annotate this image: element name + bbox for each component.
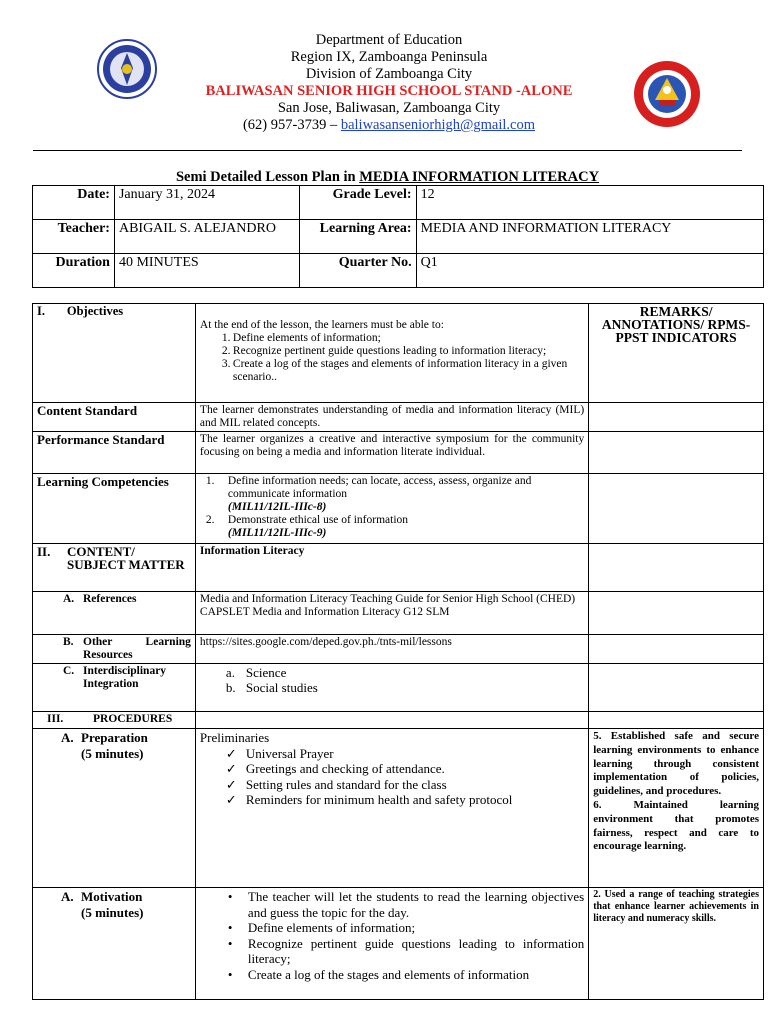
item-number: 1. (221, 332, 231, 344)
competencies-label: Learning Competencies (33, 474, 196, 544)
motivation-label-line (37, 889, 191, 905)
phone-number: (62) 957-3739 – (242, 117, 338, 133)
check-icon: ✓ (225, 776, 237, 792)
remarks-cell (589, 403, 764, 432)
remarks-cell (589, 712, 764, 729)
interdisciplinary-cell (195, 664, 588, 712)
references-cell (195, 592, 588, 635)
item-text: Science (245, 665, 287, 680)
references-num: A. (63, 593, 75, 605)
motivation-remarks (589, 888, 764, 1000)
objectives-row (33, 304, 764, 403)
grade-level-label: Grade Level: (299, 186, 416, 220)
header-divider (33, 150, 742, 151)
lesson-info-table (32, 185, 764, 288)
list-item (200, 920, 584, 936)
preparation-remarks (589, 729, 764, 888)
division-name: Division of Zamboanga City (305, 66, 473, 82)
item-text: Social studies (245, 680, 318, 695)
reference-item: Media and Information Literacy Teaching Guide for Senior High School (CHED) (199, 593, 576, 605)
interdisciplinary-row (33, 664, 764, 712)
date-value: January 31, 2024 (114, 186, 299, 220)
other-resources-heading (33, 635, 196, 664)
preparation-label-line (37, 730, 191, 746)
bullet-icon: • (227, 935, 233, 951)
objectives-intro: At the end of the lesson, the learners must be able to: (199, 319, 444, 331)
item-text: Demonstrate ethical use of information (227, 514, 409, 526)
learning-area-value: MEDIA AND INFORMATION LITERACY (416, 220, 763, 254)
content-standard-label: Content Standard (33, 403, 196, 432)
other-resources-row (33, 635, 764, 664)
list-item (200, 358, 584, 384)
item-text: Define elements of information; (232, 332, 381, 344)
department-name: Department of Education (315, 32, 463, 48)
item-text: The teacher will let the students to read the learning objectives and guess the topic for the day. (247, 889, 585, 920)
item-letter: b. (225, 680, 236, 695)
bullet-icon: • (227, 966, 233, 982)
remarks-cell (589, 474, 764, 544)
other-resources-num: B. (63, 636, 74, 648)
motivation-label: Motivation (81, 889, 143, 904)
motivation-cell (195, 888, 588, 1000)
item-text: Reminders for minimum health and safety protocol (245, 792, 513, 807)
check-icon: ✓ (225, 792, 237, 807)
quarter-label: Quarter No. (299, 254, 416, 288)
competencies-cell (195, 474, 588, 544)
item-number: 3. (221, 358, 231, 370)
preparation-num: A. (61, 730, 74, 745)
interdisciplinary-heading (33, 664, 196, 712)
list-item (200, 967, 584, 983)
preparation-row (33, 729, 764, 888)
list-item (200, 761, 584, 777)
preparation-time: (5 minutes) (81, 745, 144, 761)
list-item (200, 936, 584, 967)
remarks-cell (589, 432, 764, 474)
interdisciplinary-num: C. (63, 665, 75, 677)
content-row (33, 544, 764, 592)
content-label: CONTENT/ SUBJECT MATTER (67, 544, 185, 572)
other-resources-label: Other Learning Resources (83, 636, 191, 661)
email-link[interactable]: baliwasanseniorhigh@gmail.com (340, 117, 536, 133)
item-letter: a. (225, 665, 235, 680)
duration-label: Duration (33, 254, 115, 288)
content-value: Information Literacy (195, 544, 588, 592)
motivation-num: A. (61, 889, 74, 904)
list-item (200, 777, 584, 793)
motivation-heading (33, 888, 196, 1000)
references-row (33, 592, 764, 635)
indicator-text: 2. Used a range of teaching strategies that enhance learner achievements in literacy and numeracy skills. (593, 889, 759, 924)
item-text: Create a log of the stages and elements of information (247, 966, 530, 982)
procedures-num: III. (47, 713, 64, 725)
content-heading (33, 544, 196, 592)
references-label: References (83, 593, 137, 605)
preparation-heading (33, 729, 196, 888)
content-standard-row (33, 403, 764, 432)
remarks-cell (589, 544, 764, 592)
competency-code: (MIL11/12IL-IIIc-9) (227, 527, 327, 539)
objectives-list (200, 332, 584, 384)
preparation-intro: Preliminaries (199, 730, 270, 745)
bullet-icon: • (227, 920, 233, 935)
remarks-cell (589, 664, 764, 712)
procedures-label: PROCEDURES (93, 713, 173, 725)
list-item (200, 514, 584, 540)
contact-line (150, 117, 628, 134)
duration-value: 40 MINUTES (114, 254, 299, 288)
content-standard-text: The learner demonstrates understanding of media and information literacy (MIL) and MIL related concepts. (195, 403, 588, 432)
lesson-plan-title (0, 169, 768, 186)
check-icon: ✓ (225, 745, 237, 761)
title-subject: MEDIA INFORMATION LITERACY (359, 169, 600, 185)
remarks-header: REMARKS/ ANNOTATIONS/ RPMS-PPST INDICATORS (589, 304, 764, 403)
performance-standard-label: Performance Standard (33, 432, 196, 474)
list-item (200, 680, 584, 695)
competencies-row (33, 474, 764, 544)
item-text: Create a log of the stages and elements of information literacy in a given scenario.. (232, 358, 568, 383)
teacher-value: ABIGAIL S. ALEJANDRO (114, 220, 299, 254)
performance-standard-text: The learner organizes a creative and interactive symposium for the community focusing on being a media and information literate individual. (195, 432, 588, 474)
procedures-empty (195, 712, 588, 729)
grade-level-value: 12 (416, 186, 763, 220)
item-number: 2. (205, 514, 215, 526)
list-item (200, 475, 584, 514)
school-seal-logo (632, 60, 702, 128)
list-item (200, 665, 584, 680)
school-address: San Jose, Baliwasan, Zamboanga City (277, 100, 501, 116)
letterhead (0, 30, 768, 140)
preparation-cell (195, 729, 588, 888)
quarter-value: Q1 (416, 254, 763, 288)
item-text: Recognize pertinent guide questions leading to information literacy; (247, 935, 585, 966)
preparation-label: Preparation (81, 730, 148, 745)
item-number: 1. (205, 475, 215, 487)
objectives-heading (33, 304, 196, 403)
motivation-time: (5 minutes) (81, 904, 144, 920)
bullet-icon: • (227, 889, 233, 904)
content-num: II. (37, 544, 51, 559)
references-heading (33, 592, 196, 635)
item-text: Recognize pertinent guide questions leading to information literacy; (232, 345, 547, 357)
title-prefix: Semi Detailed Lesson Plan in (175, 169, 356, 185)
objectives-label: Objectives (66, 304, 124, 318)
interdisciplinary-label: Interdisciplinary Integration (83, 665, 167, 690)
item-text: Universal Prayer (245, 745, 334, 761)
teacher-label: Teacher: (33, 220, 115, 254)
item-number: 2. (221, 345, 231, 357)
list-item (200, 746, 584, 762)
item-text: Greetings and checking of attendance. (245, 761, 445, 776)
motivation-row (33, 888, 764, 1000)
list-item (200, 345, 584, 358)
remarks-cell (589, 635, 764, 664)
remarks-cell (589, 592, 764, 635)
indicator-text: 6. Maintained learning environment that promotes fairness, respect and care to encourage learning. (593, 798, 759, 853)
lesson-plan-table (32, 303, 764, 1000)
school-name: BALIWASAN SENIOR HIGH SCHOOL STAND -ALONE (205, 83, 573, 99)
objectives-num: I. (37, 304, 45, 318)
list-item (200, 332, 584, 345)
item-text: Setting rules and standard for the class (245, 776, 447, 792)
learning-area-label: Learning Area: (299, 220, 416, 254)
list-item (200, 889, 584, 920)
region-name: Region IX, Zamboanga Peninsula (290, 49, 488, 65)
check-icon: ✓ (225, 761, 237, 776)
reference-item: CAPSLET Media and Information Literacy G12 SLM (199, 606, 450, 618)
list-item (200, 792, 584, 808)
procedures-heading (33, 712, 196, 729)
item-text: Define information needs; can locate, access, assess, organize and communicate information (227, 475, 532, 500)
indicator-text: 5. Established safe and secure learning environments to enhance learning through consistent implementation of policies, guidelines, and procedures. (593, 730, 759, 798)
item-text: Define elements of information; (247, 920, 416, 935)
other-resources-link[interactable]: https://sites.google.com/deped.gov.ph./tnts-mil/lessons (195, 635, 588, 664)
procedures-row (33, 712, 764, 729)
performance-standard-row (33, 432, 764, 474)
date-label: Date: (33, 186, 115, 220)
competency-code: (MIL11/12IL-IIIc-8) (227, 501, 327, 513)
letterhead-text (150, 32, 628, 134)
objectives-cell (195, 304, 588, 403)
